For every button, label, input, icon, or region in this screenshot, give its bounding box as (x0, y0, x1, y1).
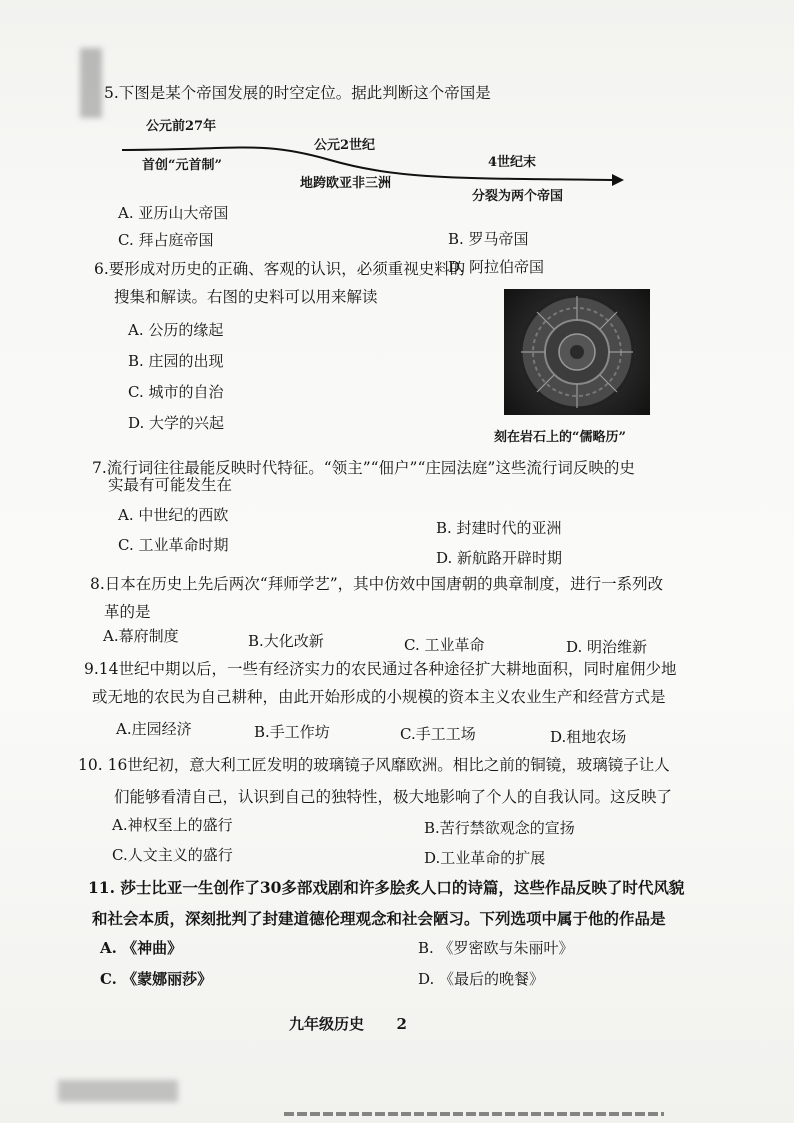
q7-option-b: B. 封建时代的亚洲 (436, 519, 562, 537)
q5-stem: 5.下图是某个帝国发展的时空定位。据此判断这个帝国是 (104, 84, 491, 102)
q11-option-d: D. 《最后的晚餐》 (418, 970, 545, 988)
q11-stem-line2: 和社会本质，深刻批判了封建道德伦理观念和社会陋习。下列选项中属于他的作品是 (92, 909, 666, 928)
q11-option-a: A. 《神曲》 (100, 939, 183, 957)
q7-stem-line1: 7.流行词往往最能反映时代特征。“领主”“佃户”“庄园法庭”这些流行词反映的史 (92, 459, 635, 477)
q5-timeline (0, 0, 794, 210)
q8-stem-line2: 革的是 (104, 603, 151, 621)
timeline-event-3: 分裂为两个帝国 (472, 189, 564, 204)
julian-calendar-stone-image (504, 289, 650, 415)
q9-option-b: B.手工作坊 (254, 723, 330, 741)
q6-option-d: D. 大学的兴起 (128, 414, 225, 432)
q8-option-a: A.幕府制度 (103, 627, 179, 645)
q10-option-b: B.苦行禁欲观念的宣扬 (424, 819, 575, 837)
image-caption: 刻在岩石上的“儒略历” (494, 430, 626, 445)
q9-option-a: A.庄园经济 (116, 720, 192, 738)
q5-option-a: A. 亚历山大帝国 (118, 204, 229, 222)
timeline-event-2: 地跨欧亚非三洲 (300, 176, 392, 191)
q6-stem-line1: 6.要形成对历史的正确、客观的认识，必须重视史料的 (94, 260, 466, 278)
q7-stem-line2: 实最有可能发生在 (108, 476, 233, 494)
page-footer (289, 1013, 407, 1034)
footer-page-number: 2 (396, 1015, 407, 1033)
q8-stem-line1: 8.日本在历史上先后两次“拜师学艺”，其中仿效中国唐朝的典章制度，进行一系列改 (90, 575, 664, 593)
q11-option-c: C. 《蒙娜丽莎》 (100, 970, 213, 988)
q7-option-d: D. 新航路开辟时期 (436, 549, 563, 567)
q11-option-b: B. 《罗密欧与朱丽叶》 (418, 939, 574, 957)
q11-stem-line1: 11. 莎士比亚一生创作了30多部戏剧和许多脍炙人口的诗篇，这些作品反映了时代风貌 (88, 878, 685, 897)
scan-edge-marks (284, 1112, 664, 1116)
q6-option-c: C. 城市的自治 (128, 383, 224, 401)
q9-stem-line1: 9.14世纪中期以后，一些有经济实力的农民通过各种途径扩大耕地面积，同时雇佣少地 (84, 660, 677, 678)
q10-stem-line1: 10. 16世纪初，意大利工匠发明的玻璃镜子风靡欧洲。相比之前的铜镜，玻璃镜子让人 (78, 756, 670, 774)
q6-stem-line2: 搜集和解读。右图的史料可以用来解读 (114, 288, 378, 306)
footer-subject: 九年级历史 (289, 1015, 365, 1033)
q9-option-c: C.手工工场 (400, 725, 476, 743)
q10-option-d: D.工业革命的扩展 (424, 849, 546, 867)
timeline-date-1: 公元前27年 (146, 119, 217, 134)
q9-stem-line2: 或无地的农民为自己耕种，由此开始形成的小规模的资本主义农业生产和经营方式是 (92, 688, 666, 706)
q10-option-c: C.人文主义的盛行 (112, 846, 233, 864)
q8-option-d: D. 明治维新 (566, 638, 648, 656)
q7-option-a: A. 中世纪的西欧 (118, 506, 229, 524)
q5-option-b: B. 罗马帝国 (448, 230, 529, 248)
q6-option-b: B. 庄园的出现 (128, 352, 224, 370)
q5-option-c: C. 拜占庭帝国 (118, 231, 214, 249)
timeline-date-2: 公元2世纪 (314, 138, 376, 153)
timeline-event-1: 首创“元首制” (142, 158, 222, 173)
q10-stem-line2: 们能够看清自己，认识到自己的独特性，极大地影响了个人的自我认同。这反映了 (114, 788, 673, 806)
q10-option-a: A.神权至上的盛行 (112, 816, 233, 834)
q8-option-b: B.大化改新 (248, 632, 324, 650)
q7-option-c: C. 工业革命时期 (118, 536, 229, 554)
q8-option-c: C. 工业革命 (404, 636, 485, 654)
q9-option-d: D.租地农场 (550, 728, 627, 746)
scan-smudge (58, 1080, 178, 1102)
q5-option-d: D. 阿拉伯帝国 (448, 258, 545, 276)
q6-option-a: A. 公历的缘起 (128, 321, 224, 339)
timeline-date-3: 4世纪末 (488, 155, 537, 170)
